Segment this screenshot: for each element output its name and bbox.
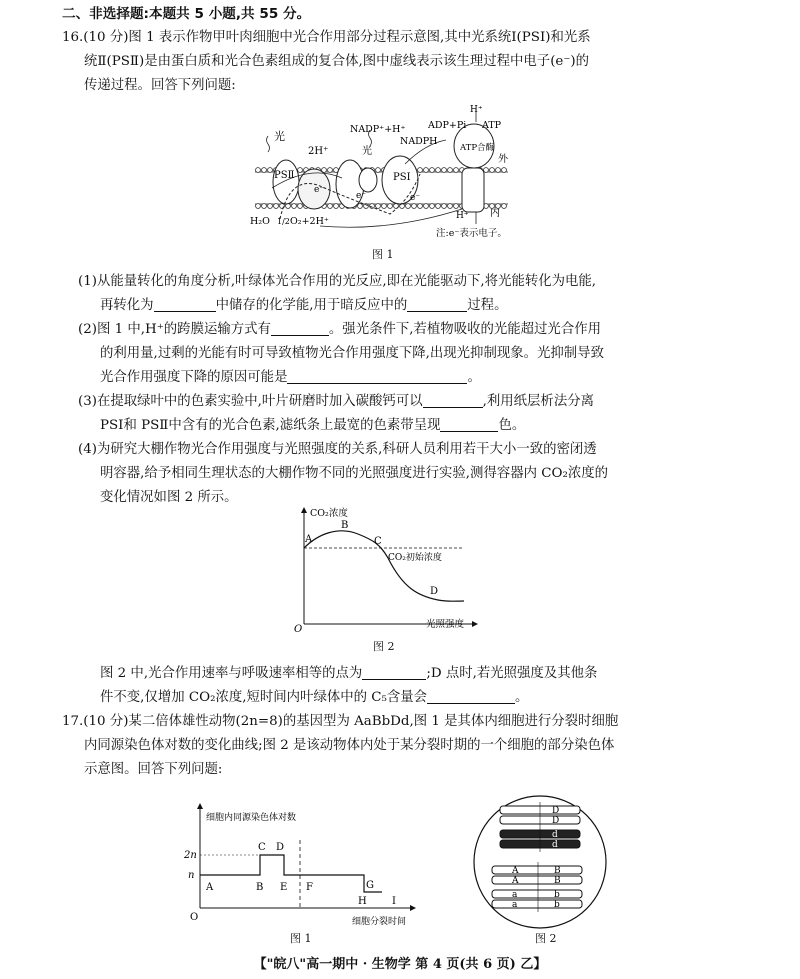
- q17-fig1-point-a: A: [206, 882, 214, 893]
- q16-figure-2: [288, 504, 488, 634]
- atp-synthase: [454, 124, 494, 212]
- q17-fig1-point-d: D: [276, 842, 285, 853]
- q17-fig2-gene-br-2: B: [554, 876, 561, 886]
- q16-p1a: (1)从能量转化的角度分析,叶绿体光合作用的光反应,即在光能驱动下,将光能转化为电能,: [78, 274, 597, 289]
- q17-line2: 内同源染色体对数的变化曲线;图 2 是该动物体内处于某分裂时期的一个细胞的部分染色体: [84, 738, 615, 753]
- page-footer: 【"皖八"高一期中 · 生物学 第 4 页(共 6 页) 乙】: [253, 957, 547, 972]
- fig1-e3: e⁻: [410, 193, 421, 203]
- blank-8[interactable]: [427, 689, 515, 704]
- blank-3[interactable]: [271, 321, 329, 336]
- fig1-outside: 外: [498, 154, 508, 165]
- q17-fig1-point-h: H: [358, 896, 367, 907]
- q17-fig1-curve: [200, 855, 382, 892]
- fig1-o2: O₂+2H⁺: [290, 216, 329, 227]
- section-title: 二、非选择题:本题共 5 小题,共 55 分。: [62, 6, 311, 22]
- fig1-synthase: ATP合酶: [460, 143, 495, 153]
- fig1-h-top: H⁺: [470, 105, 483, 115]
- q16-p3a: (3)在提取绿叶中的色素实验中,叶片研磨时加入碳酸钙可以 ,利用纸层析法分离: [78, 394, 594, 409]
- blank-4[interactable]: [287, 369, 467, 384]
- q17-fig1-caption: 图 1: [290, 932, 312, 945]
- fig2-point-a: A: [305, 534, 313, 545]
- q17-fig2-gene-top-3: d: [552, 830, 558, 840]
- fig2-xlabel: 光照强度: [426, 619, 465, 630]
- q17-fig1-xlabel: 细胞分裂时间: [352, 917, 407, 927]
- fig1-e1: e⁻: [314, 185, 325, 195]
- q17-fig2-caption: 图 2: [535, 932, 557, 945]
- q17-figure-1: [176, 800, 426, 930]
- fig1-water: H₂O: [250, 216, 270, 227]
- q17-line3: 示意图。回答下列问题:: [84, 762, 223, 777]
- q17-fig2-gene-bl-2: A: [512, 876, 519, 886]
- fig1-psi-label: PSⅠ: [393, 172, 411, 183]
- q17-fig2-gene-bl-4: a: [512, 900, 518, 910]
- q17-fig1-point-g: G: [366, 880, 374, 891]
- blank-2[interactable]: [407, 297, 467, 312]
- q16-p2c: 光合作用强度下降的原因可能是 。: [100, 370, 481, 385]
- fig1-nadp: NADP⁺+H⁺: [350, 124, 406, 135]
- q16-fig2-caption: 图 2: [373, 640, 395, 653]
- q16-p5b: 件不变,仅增加 CO₂浓度,短时间内叶绿体中的 C₅含量会 。: [100, 690, 529, 705]
- fig2-point-d: D: [430, 586, 439, 597]
- q17-fig1-point-i: I: [392, 896, 396, 907]
- fig1-light-1: 光: [274, 130, 285, 143]
- q16-p4a: (4)为研究大棚作物光合作用强度与光照强度的关系,科研人员利用若干大小一致的密闭透: [78, 442, 597, 457]
- q16-p5a: 图 2 中,光合作用速率与呼吸速率相等的点为 ;D 点时,若光照强度及其他条: [100, 666, 598, 681]
- fig2-baseline-label: CO₂初始浓度: [388, 553, 442, 563]
- fig1-2h: 2H⁺: [308, 146, 329, 157]
- fig1-nadph: NADPH: [400, 136, 438, 147]
- fig1-atp: ATP: [482, 120, 502, 131]
- q17-fig2-gene-top-4: d: [552, 840, 558, 850]
- q17-fig1-point-f: F: [306, 882, 313, 893]
- q17-fig2-gene-bl-1: A: [512, 866, 519, 876]
- q16-p4c: 变化情况如图 2 所示。: [100, 490, 238, 505]
- blank-6[interactable]: [440, 417, 498, 432]
- q16-figure-1: [250, 104, 520, 244]
- q17-line1: 17.(10 分)某二倍体雄性动物(2n=8)的基因型为 AaBbDd,图 1 是其体内细胞进行分裂时细胞: [62, 714, 619, 729]
- q16-p2a: (2)图 1 中,H⁺的跨膜运输方式有 。强光条件下,若植物吸收的光能超过光合作用: [78, 322, 601, 337]
- fig1-psii-label: PSⅡ: [274, 170, 295, 181]
- q17-fig2-gene-br-4: b: [554, 900, 560, 910]
- fig2-curve: [304, 531, 464, 601]
- fig1-note: 注:e⁻表示电子。: [436, 228, 507, 239]
- q16-p2b: 的利用量,过剩的光能有时可导致植物光合作用强度下降,出现光抑制现象。光抑制导致: [100, 346, 604, 361]
- fig1-adp: ADP+Pi: [428, 120, 467, 131]
- q17-fig1-ylabel: 细胞内同源染色体对数: [206, 813, 297, 823]
- fig2-point-b: B: [341, 520, 349, 531]
- fig1-half: 1/2: [277, 217, 290, 226]
- q16-line1: 16.(10 分)图 1 表示作物甲叶肉细胞中光合作用部分过程示意图,其中光系统Ⅰ(PSⅠ)和光系: [62, 30, 591, 45]
- q17-fig1-point-c: C: [258, 842, 266, 853]
- q17-fig1-tick-2n: 2n: [184, 850, 197, 861]
- q17-figure-2: [470, 792, 610, 932]
- fig2-point-c: C: [374, 536, 382, 547]
- q16-p4b: 明容器,给予相同生理状态的大棚作物不同的光照强度进行实验,测得容器内 CO₂浓度的: [100, 466, 609, 481]
- q17-fig2-gene-top-2: D: [552, 816, 560, 826]
- fig1-e2: e⁻: [356, 191, 367, 201]
- q16-p3b: PSⅠ和 PSⅡ中含有的光合色素,滤纸条上最宽的色素带呈现 色。: [100, 418, 526, 433]
- q17-fig1-tick-n: n: [188, 870, 195, 881]
- q16-fig1-caption: 图 1: [372, 248, 394, 261]
- q16-line3: 传递过程。回答下列问题:: [84, 78, 236, 93]
- fig1-inside: 内: [490, 208, 500, 219]
- blank-1[interactable]: [154, 297, 216, 312]
- blank-7[interactable]: [362, 665, 426, 680]
- q17-fig2-gene-br-3: b: [554, 890, 560, 900]
- q17-fig1-point-b: B: [256, 882, 264, 893]
- fig2-origin: O: [294, 624, 303, 634]
- q17-fig1-point-e: E: [280, 882, 288, 893]
- blank-5[interactable]: [423, 393, 483, 408]
- q16-p1b: 再转化为 中储存的化学能,用于暗反应中的 过程。: [100, 298, 508, 313]
- fig1-h-bottom: H⁺: [456, 211, 469, 221]
- q16-line2: 统Ⅱ(PSⅡ)是由蛋白质和光合色素组成的复合体,图中虚线表示该生理过程中电子(e⁻)的: [84, 54, 590, 69]
- fig1-light-2: 光: [362, 146, 372, 157]
- fig2-ylabel: CO₂浓度: [310, 508, 348, 519]
- q17-fig2-gene-br-1: B: [554, 866, 561, 876]
- q17-fig2-gene-bl-3: a: [512, 890, 518, 900]
- q17-fig1-origin: O: [190, 912, 199, 923]
- q17-fig2-gene-top-1: D: [552, 806, 560, 816]
